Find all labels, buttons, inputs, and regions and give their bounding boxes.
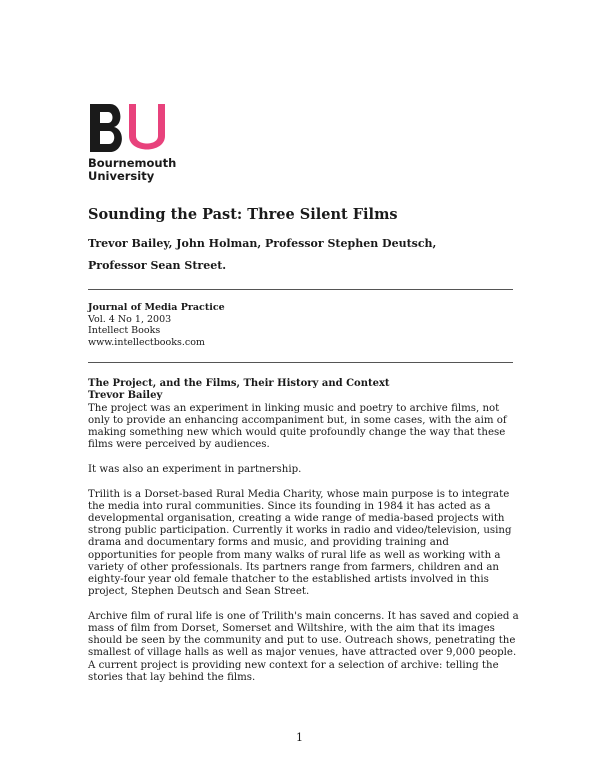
journal-name: Journal of Media Practice bbox=[88, 302, 225, 313]
logo-name bbox=[88, 157, 178, 183]
publication-info bbox=[88, 302, 508, 348]
publisher: Intellect Books bbox=[88, 325, 161, 337]
divider-top bbox=[88, 289, 513, 290]
paragraph: Trilith is a Dorset-based Rural Media Charity, whose main purpose is to integrate the media into rural communities. Since its founding in 1984 it has acted as a developmental organisation, creating a wide range of media-based projects with strong public participation. Currently it works in radio and video/television, using drama and documentary forms and music, and providing training and opportunities for people from many walks of rural life as well as working with a variety of other professionals. Its partners range from farmers, children and an eighty-four year old female thatcher to the established artists involved in this project, Stephen Deutsch and Sean Street. bbox=[88, 488, 512, 598]
authors-line-1: Trevor Bailey, John Holman, Professor Stephen Deutsch, bbox=[88, 237, 437, 250]
page-number: 1 bbox=[296, 731, 303, 744]
paragraph: Archive film of rural life is one of Trilith's main concerns. It has saved and copied a mass of film from Dorset, Somerset and Wiltshire, with the aim that its images should be seen by the community and put to use. Outreach shows, penetrating the smallest of village halls as well as major venues, have attracted over 9,000 people. A current project is providing new context for a selection of archive: telling the stories that lay behind the films. bbox=[88, 610, 519, 683]
paragraph: It was also an experiment in partnership. bbox=[88, 464, 302, 476]
logo-name-line-1: Bournemouth bbox=[88, 156, 177, 170]
bu-logo-icon bbox=[88, 102, 166, 154]
body-section bbox=[88, 378, 520, 696]
authors-line-2: Professor Sean Street. bbox=[88, 259, 227, 272]
logo-name-line-2: University bbox=[88, 169, 155, 183]
publisher-website: www.intellectbooks.com bbox=[88, 336, 205, 348]
journal-volume: Vol. 4 No 1, 2003 bbox=[88, 313, 172, 325]
paper-authors bbox=[88, 233, 528, 277]
section-heading: The Project, and the Films, Their History and Context bbox=[88, 378, 390, 389]
paper-title: Sounding the Past: Three Silent Films bbox=[88, 206, 398, 223]
divider-bottom bbox=[88, 362, 513, 363]
university-logo bbox=[88, 102, 178, 183]
paragraph: The project was an experiment in linking music and poetry to archive films, not only to provide an enhancing accompaniment but, in some cases, with the aim of making something new which would quite profoundly change the way that these films were perceived by audiences. bbox=[88, 402, 507, 451]
section-author: Trevor Bailey bbox=[88, 390, 163, 402]
